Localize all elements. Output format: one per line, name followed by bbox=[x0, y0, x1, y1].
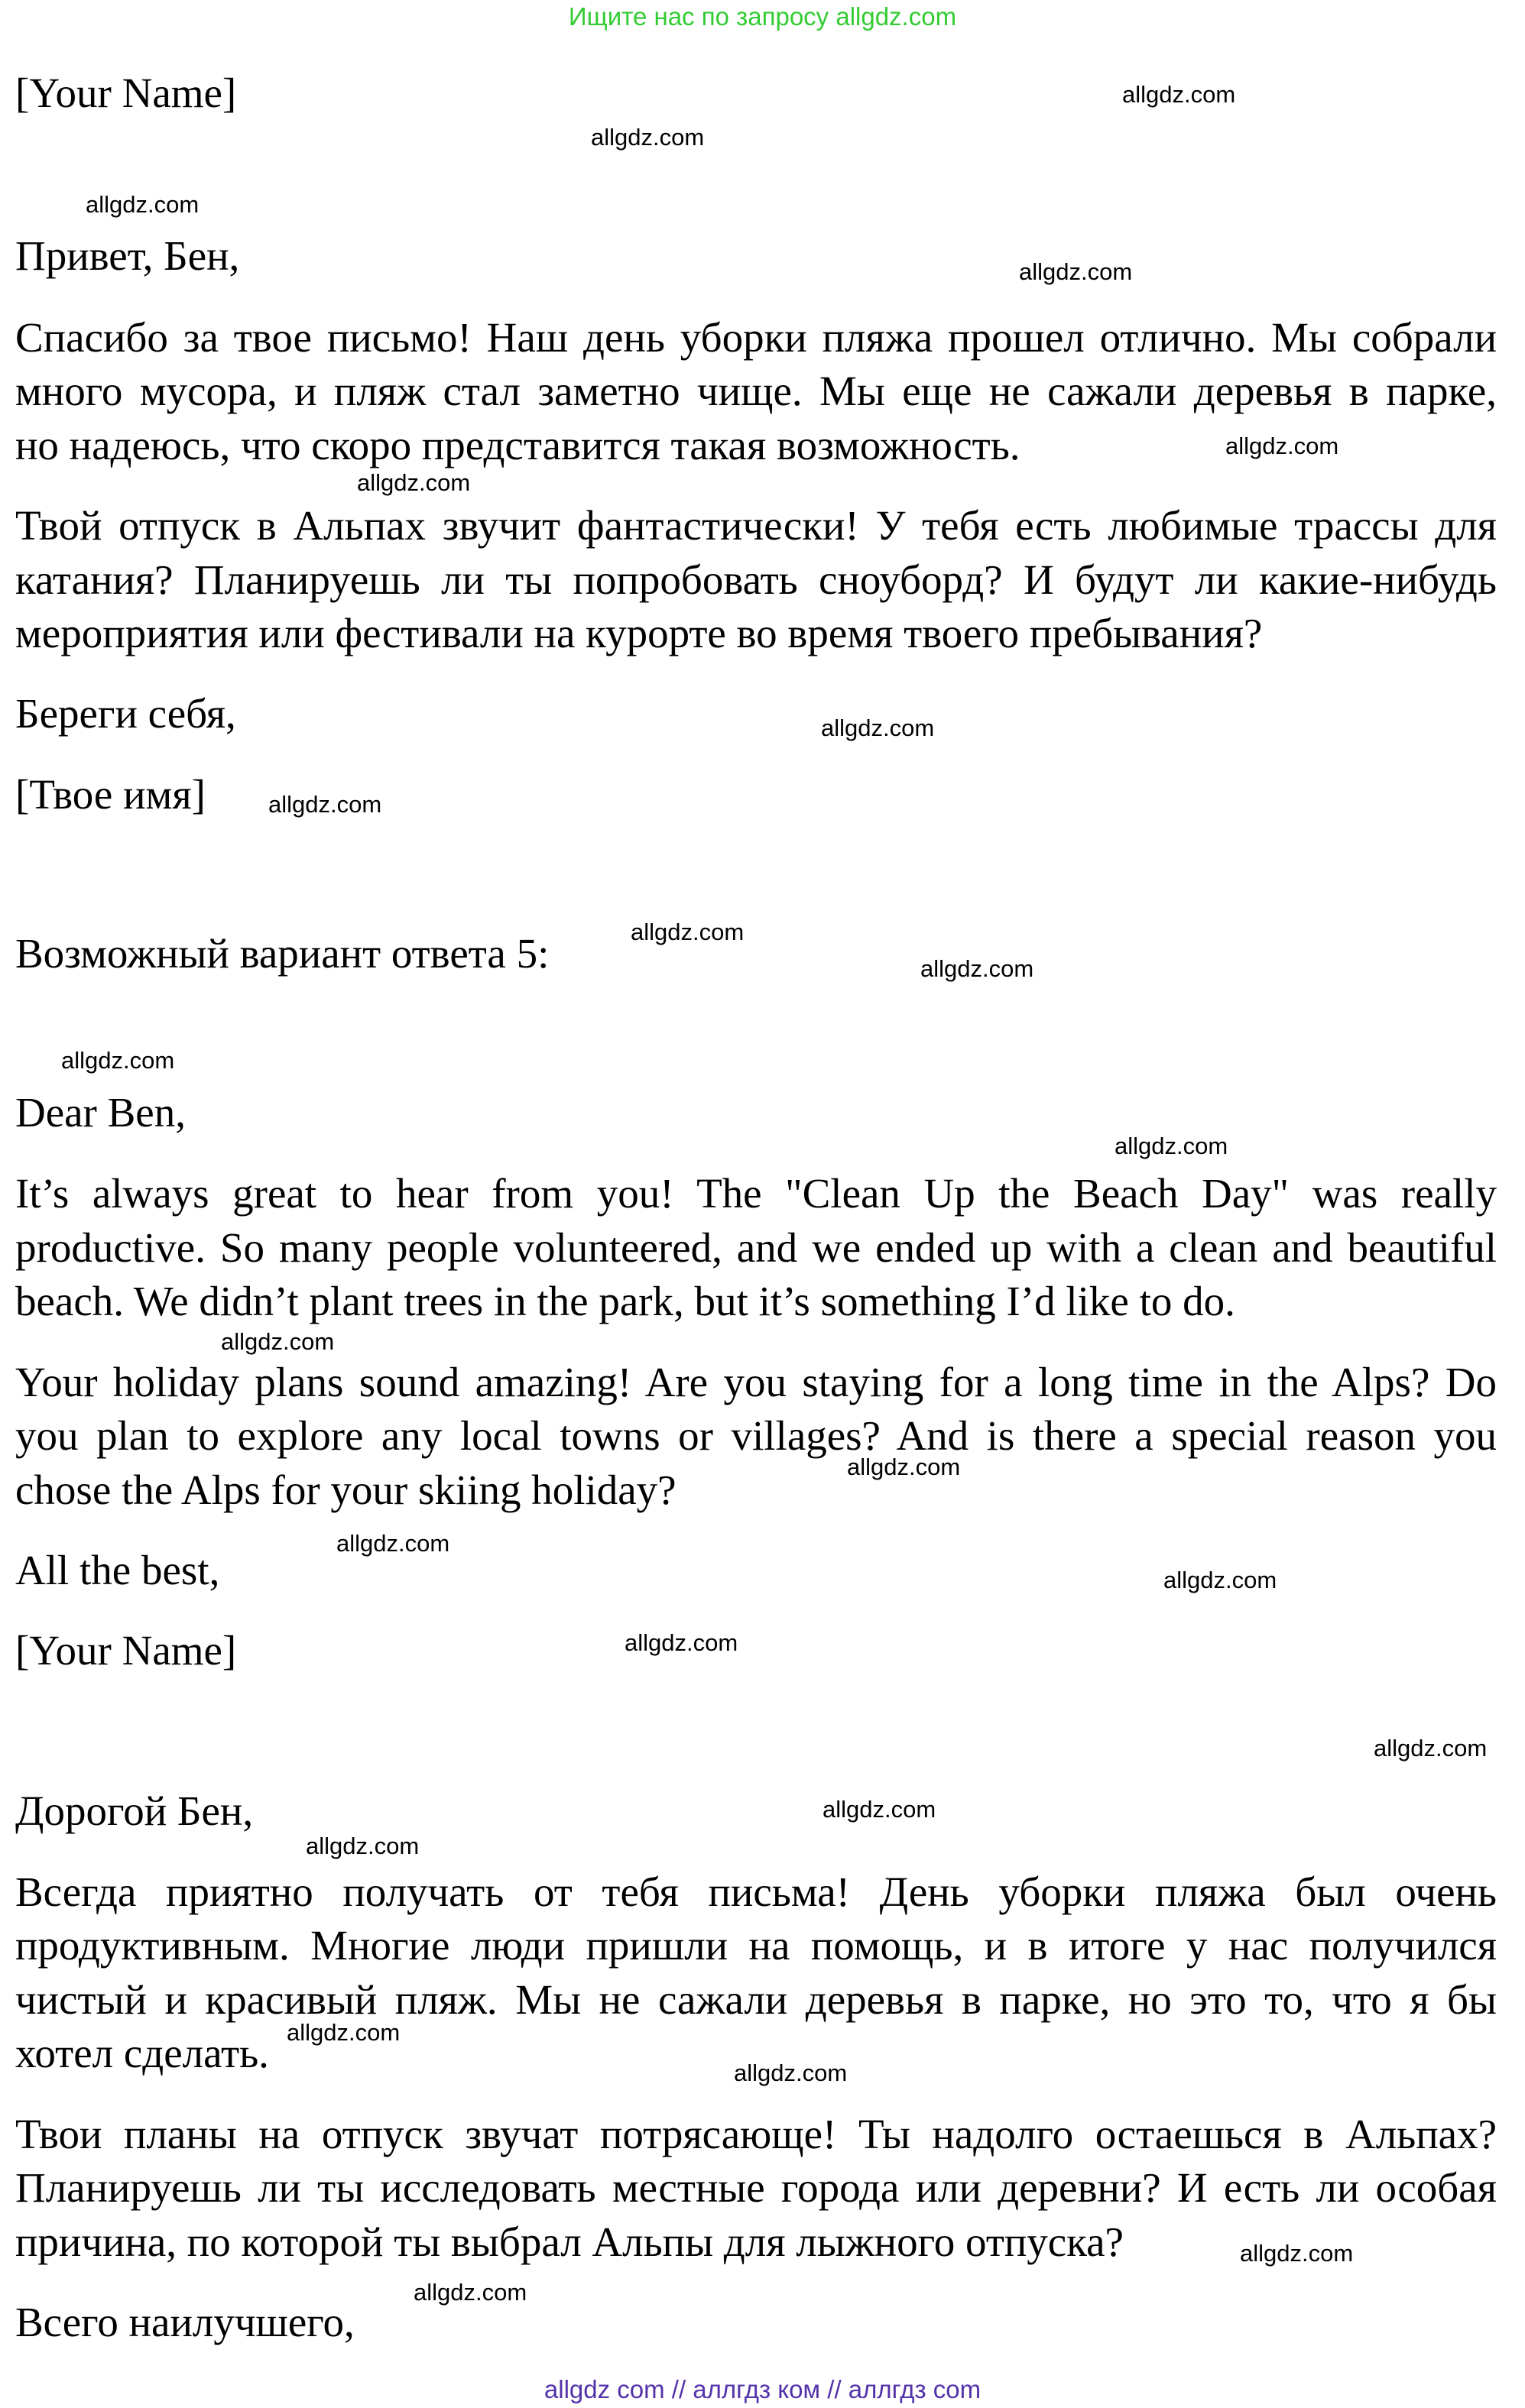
watermark: allgdz.com bbox=[625, 1629, 738, 1656]
paragraph-line: Your holiday plans sound amazing! Are you staying for a long time in the Alps? Do bbox=[15, 1360, 1497, 1405]
signature: [Твое имя] bbox=[15, 771, 206, 818]
paragraph-line: It’s always great to hear from you! The "Clean Up the Beach Day" was really bbox=[15, 1171, 1497, 1217]
variant-heading: Возможный вариант ответа 5: bbox=[15, 930, 550, 977]
greeting: Привет, Бен, bbox=[15, 232, 240, 279]
closing: Всего наилучшего, bbox=[15, 2299, 355, 2345]
paragraph-line: чистый и красивый пляж. Мы не сажали деревья в парке, но это то, что я бы bbox=[15, 1977, 1497, 2023]
paragraph-line: Планируешь ли ты исследовать местные города или деревни? И есть ли особая bbox=[15, 2165, 1497, 2211]
watermark: allgdz.com bbox=[61, 1047, 175, 1074]
paragraph-line: Твой отпуск в Альпах звучит фантастически! У тебя есть любимые трассы для bbox=[15, 503, 1497, 549]
paragraph-line: много мусора, и пляж стал заметно чище. Мы еще не сажали деревья в парке, bbox=[15, 368, 1497, 414]
watermark: allgdz.com bbox=[1163, 1567, 1277, 1593]
paragraph-line: хотел сделать. bbox=[15, 2030, 269, 2076]
paragraph-line: мероприятия или фестивали на курорте во время твоего пребывания? bbox=[15, 610, 1263, 656]
watermark: allgdz.com bbox=[591, 124, 705, 151]
watermark: allgdz.com bbox=[357, 469, 471, 496]
watermark: allgdz.com bbox=[847, 1454, 961, 1480]
paragraph-line: причина, по которой ты выбрал Альпы для лыжного отпуска? bbox=[15, 2218, 1124, 2265]
paragraph-line: продуктивным. Многие люди пришли на помощь, и в итоге у нас получился bbox=[15, 1923, 1497, 1969]
greeting: Dear Ben, bbox=[15, 1089, 186, 1136]
greeting: Дорогой Бен, bbox=[15, 1787, 254, 1834]
paragraph-line: beach. We didn’t plant trees in the park, but it’s something I’d like to do. bbox=[15, 1278, 1235, 1324]
paragraph-line: you plan to explore any local towns or villages? And is there a special reason you bbox=[15, 1413, 1497, 1459]
watermark: allgdz.com bbox=[414, 2279, 527, 2306]
closing: All the best, bbox=[15, 1547, 220, 1593]
watermark: allgdz.com bbox=[221, 1328, 335, 1355]
signature: [Your Name] bbox=[15, 1627, 237, 1674]
watermark: allgdz.com bbox=[1240, 2240, 1354, 2267]
watermark: allgdz.com bbox=[336, 1530, 450, 1557]
watermark: allgdz.com bbox=[1374, 1735, 1488, 1761]
paragraph-line: productive. So many people volunteered, and we ended up with a clean and beautiful bbox=[15, 1225, 1497, 1271]
watermark: allgdz.com bbox=[306, 1833, 420, 1859]
watermark: allgdz.com bbox=[823, 1796, 936, 1823]
paragraph-line: chose the Alps for your skiing holiday? bbox=[15, 1467, 677, 1513]
paragraph-line: Спасибо за твое письмо! Наш день уборки пляжа прошел отлично. Мы собрали bbox=[15, 315, 1497, 361]
closing: Береги себя, bbox=[15, 690, 236, 737]
watermark: allgdz.com bbox=[268, 791, 382, 818]
watermark: allgdz.com bbox=[734, 2060, 848, 2086]
paragraph-line: но надеюсь, что скоро представится такая возможность. bbox=[15, 422, 1020, 468]
watermark: allgdz.com bbox=[86, 191, 200, 218]
watermark: allgdz.com bbox=[631, 919, 745, 945]
top-banner: Ищите нас по запросу allgdz.com bbox=[568, 2, 957, 31]
watermark: allgdz.com bbox=[821, 715, 935, 741]
watermark: allgdz.com bbox=[920, 955, 1034, 982]
watermark: allgdz.com bbox=[287, 2019, 401, 2046]
watermark: allgdz.com bbox=[1225, 433, 1339, 459]
watermark: allgdz.com bbox=[1115, 1133, 1228, 1159]
name-header: [Your Name] bbox=[15, 70, 237, 116]
paragraph-line: Твои планы на отпуск звучат потрясающе! Ты надолго остаешься в Альпах? bbox=[15, 2111, 1497, 2157]
watermark: allgdz.com bbox=[1019, 258, 1133, 285]
watermark: allgdz.com bbox=[1122, 81, 1236, 108]
bottom-banner: allgdz com // аллгдз ком // аллгдз com bbox=[543, 2375, 982, 2403]
paragraph-line: Всегда приятно получать от тебя письма! День уборки пляжа был очень bbox=[15, 1869, 1497, 1915]
paragraph-line: катания? Планируешь ли ты попробовать сноуборд? И будут ли какие-нибудь bbox=[15, 557, 1497, 603]
